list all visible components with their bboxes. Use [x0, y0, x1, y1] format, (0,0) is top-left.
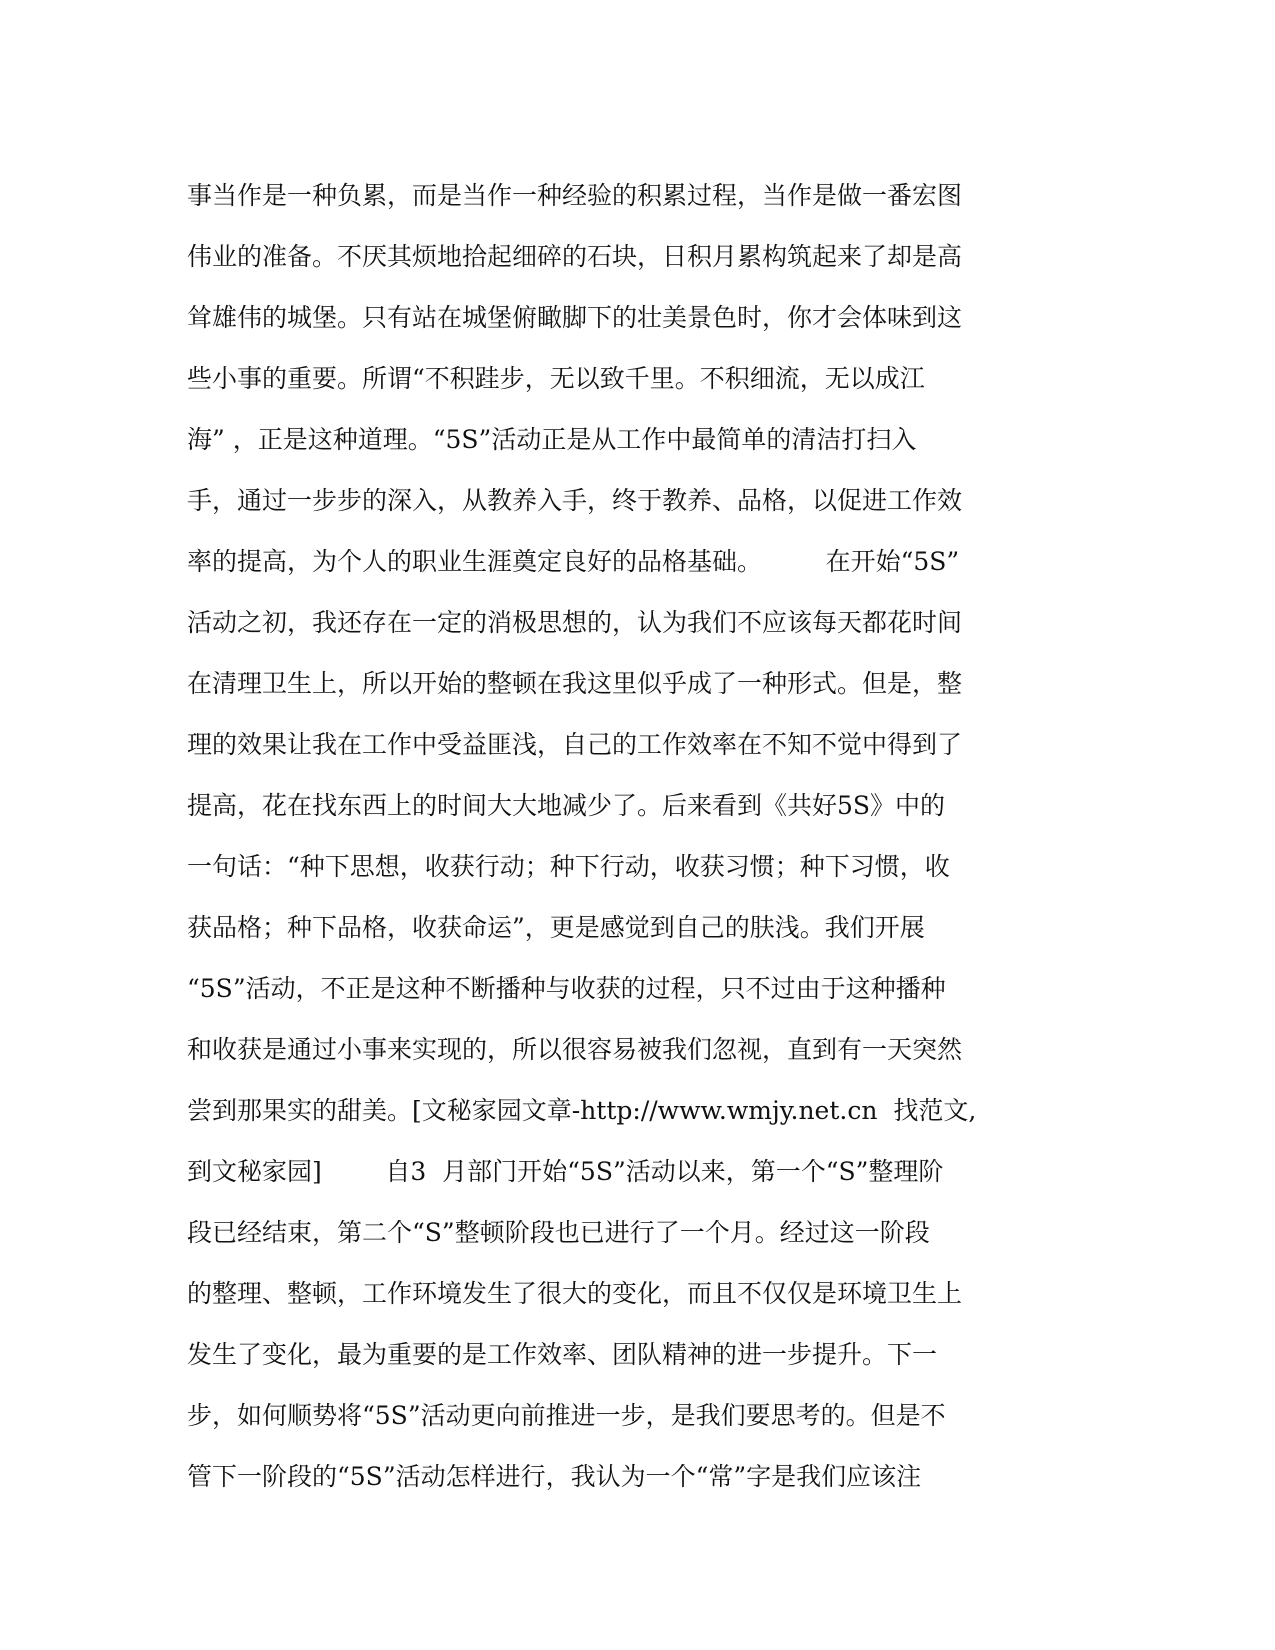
text-line-18: 段已经结束，第二个“S”整顿阶段也已进行了一个月。经过这一阶段	[187, 1218, 930, 1247]
text-line-9: 在清理卫生上，所以开始的整顿在我这里似乎成了一种形式。但是，整	[187, 669, 963, 698]
text-line-12: 一句话：“种下思想，收获行动；种下行动，收获习惯；种下习惯，收	[187, 852, 950, 881]
text-line-22: 管下一阶段的“5S”活动怎样进行，我认为一个“常”字是我们应该注	[187, 1462, 922, 1491]
text-line-14: “5S”活动，不正是这种不断播种与收获的过程，只不过由于这种播种	[187, 974, 946, 1003]
text-line-7: 率的提高，为个人的职业生涯奠定良好的品格基础。 在开始“5S”	[187, 547, 960, 576]
body-text	[187, 165, 977, 1507]
text-line-10: 理的效果让我在工作中受益匪浅，自己的工作效率在不知不觉中得到了	[187, 730, 963, 759]
text-line-4: 些小事的重要。所谓“不积跬步，无以致千里。不积细流，无以成江	[187, 364, 925, 393]
text-line-1: 事当作是一种负累，而是当作一种经验的积累过程，当作是做一番宏图	[187, 181, 963, 210]
text-line-20: 发生了变化，最为重要的是工作效率、团队精神的进一步提升。下一	[187, 1340, 938, 1369]
text-line-19: 的整理、整顿，工作环境发生了很大的变化，而且不仅仅是环境卫生上	[187, 1279, 963, 1308]
text-line-2: 伟业的准备。不厌其烦地拾起细碎的石块，日积月累构筑起来了却是高	[187, 242, 963, 271]
text-line-6: 手，通过一步步的深入，从教养入手，终于教养、品格，以促进工作效	[187, 486, 963, 515]
text-line-17: 到文秘家园] 自3 月部门开始“5S”活动以来，第一个“S”整理阶	[187, 1157, 944, 1186]
text-line-5: 海” ，正是这种道理。“5S”活动正是从工作中最简单的清洁打扫入	[187, 425, 917, 454]
text-line-15: 和收获是通过小事来实现的，所以很容易被我们忽视，直到有一天突然	[187, 1035, 963, 1064]
text-line-11: 提高，花在找东西上的时间大大地减少了。后来看到《共好5S》中的	[187, 791, 946, 820]
text-line-3: 耸雄伟的城堡。只有站在城堡俯瞰脚下的壮美景色时，你才会体味到这	[187, 303, 963, 332]
text-line-8: 活动之初，我还存在一定的消极思想的，认为我们不应该每天都花时间	[187, 608, 963, 637]
text-line-21: 步，如何顺势将“5S”活动更向前推进一步，是我们要思考的。但是不	[187, 1401, 946, 1430]
text-line-13: 获品格；种下品格，收获命运”，更是感觉到自己的肤浅。我们开展	[187, 913, 925, 942]
text-line-16: 尝到那果实的甜美。[文秘家园文章-http://www.wmjy.net.cn 找范文,	[187, 1096, 977, 1125]
